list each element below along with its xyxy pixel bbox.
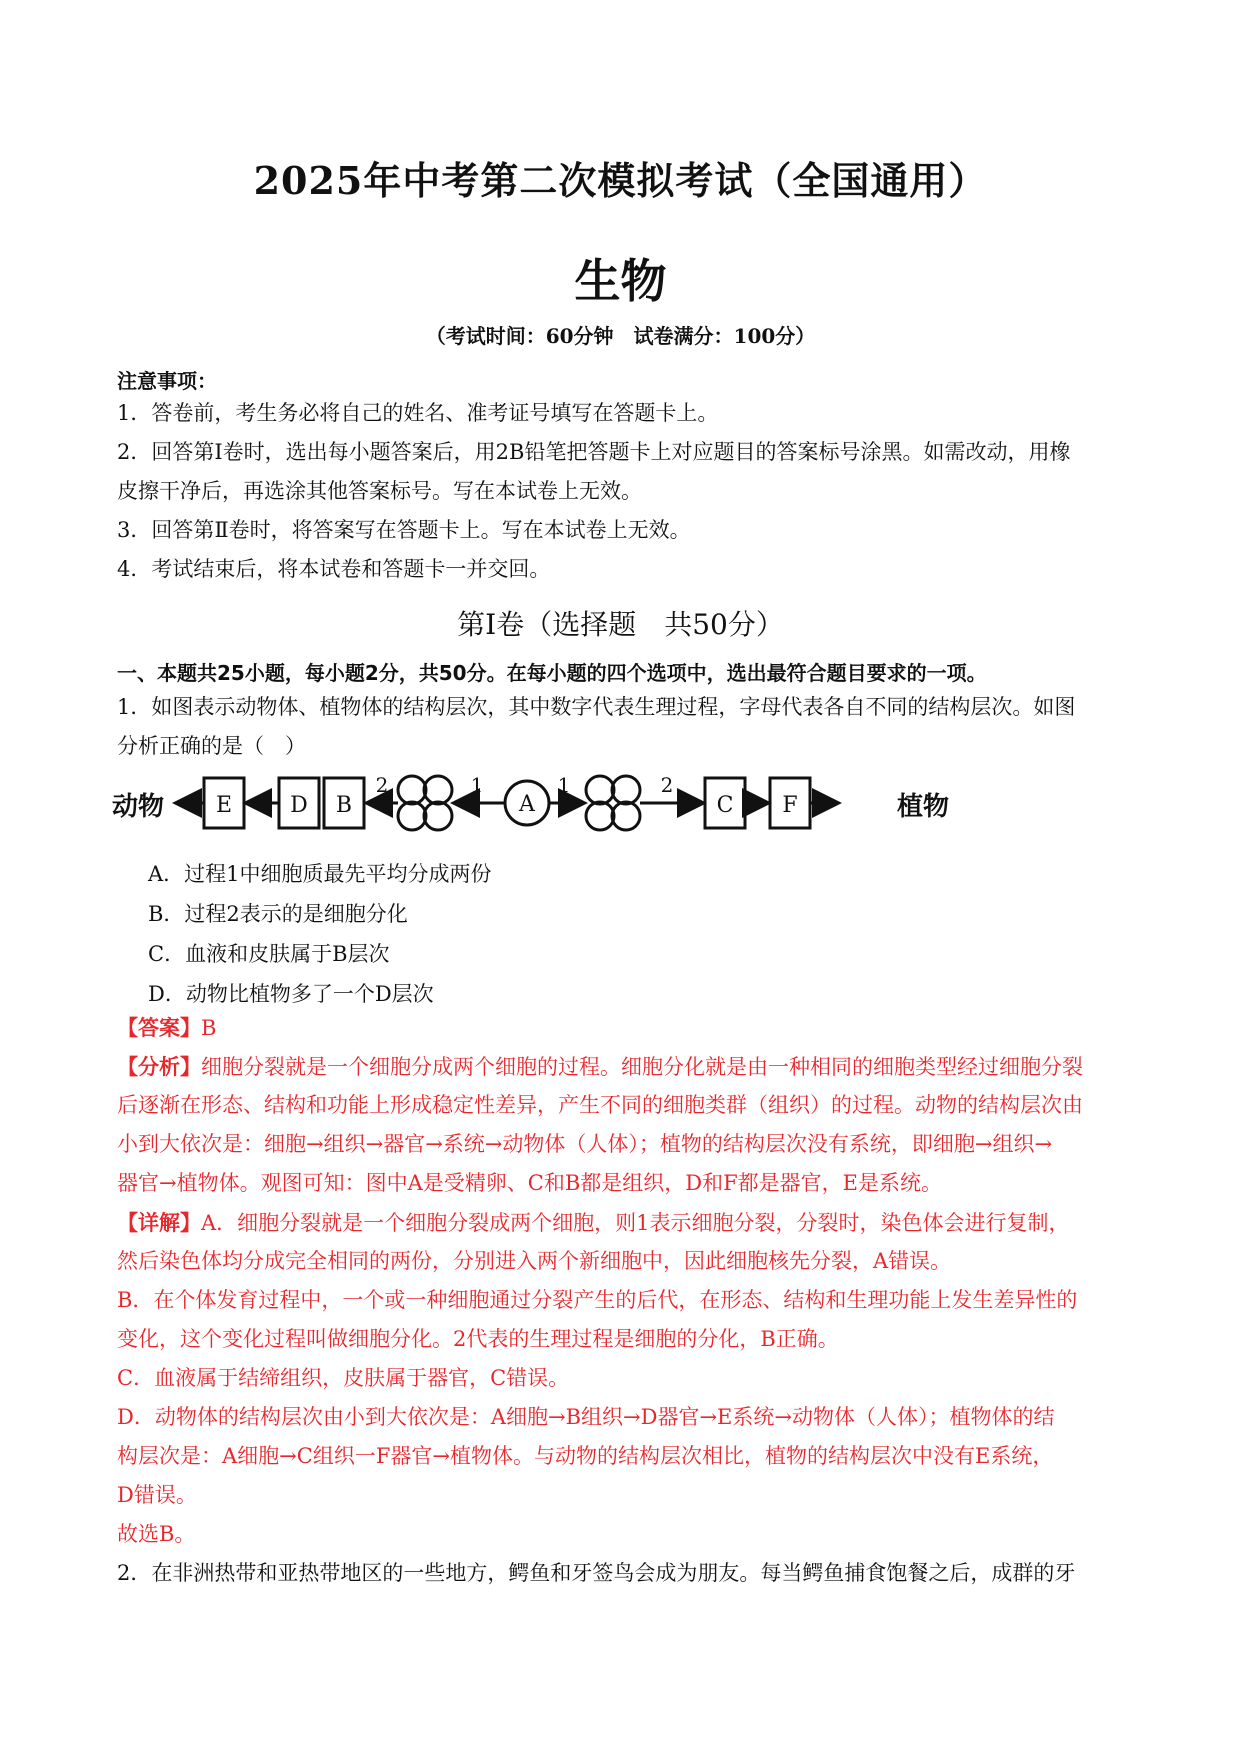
plant-label: 植物	[897, 792, 950, 822]
detail-line: 变化，这个变化过程叫做细胞分化。2代表的生理过程是细胞的分化，B正确。	[117, 1327, 839, 1351]
option-d: D．动物比植物多了一个D层次	[148, 982, 434, 1006]
process-label: 1	[470, 773, 484, 797]
question-stem: 分析正确的是（ ）	[117, 734, 306, 758]
analysis-line: 后逐渐在形态、结构和功能上形成稳定性差异，产生不同的细胞类群（组织）的过程。动物的结构层次由	[117, 1093, 1083, 1117]
answer-line	[117, 1017, 216, 1039]
note-line: 1．答卷前，考生务必将自己的姓名、准考证号填写在答题卡上。	[117, 401, 719, 425]
analysis-line	[117, 1056, 1083, 1078]
process-label: 2	[660, 773, 674, 797]
exam-info: （考试时间：60分钟 试卷满分：100分）	[425, 324, 816, 348]
process-label: 1	[557, 773, 571, 797]
detail-line: C．血液属于结缔组织，皮肤属于器官，C错误。	[117, 1366, 570, 1390]
detail-line: B．在个体发育过程中，一个或一种细胞通过分裂产生的后代，在形态、结构和生理功能上发生差异性的	[117, 1288, 1078, 1312]
answer-tag: 【答案】	[117, 1015, 201, 1040]
question2-stem: 2．在非洲热带和亚热带地区的一些地方，鳄鱼和牙签鸟会成为朋友。每当鳄鱼捕食饱餐之后，成群的牙	[117, 1561, 1076, 1585]
detail-line: D．动物体的结构层次由小到大依次是：A细胞→B组织→D器官→E系统→动物体（人体）；植物体的结	[117, 1405, 1055, 1429]
note-line: 皮擦干净后，再选涂其他答案标号。写在本试卷上无效。	[117, 479, 642, 503]
label-e: E	[215, 793, 233, 818]
conclusion-line: 故选B。	[117, 1522, 196, 1546]
section-instruction: 一、本题共25小题，每小题2分，共50分。在每小题的四个选项中，选出最符合题目要求的一项。	[117, 661, 987, 685]
detail-line: 然后染色体均分成完全相同的两份，分别进入两个新细胞中，因此细胞核先分裂，A错误。	[117, 1249, 952, 1273]
analysis-tag: 【分析】	[117, 1054, 201, 1079]
option-c: C．血液和皮肤属于B层次	[148, 942, 390, 966]
detail-line: 构层次是：A细胞→C组织一F器官→植物体。与动物的结构层次相比，植物的结构层次中没有E系统，	[117, 1444, 1054, 1468]
detail-line: D错误。	[117, 1483, 197, 1507]
note-line: 2．回答第Ⅰ卷时，选出每小题答案后，用2B铅笔把答题卡上对应题目的答案标号涂黑。如需改动，用橡	[117, 440, 1071, 464]
answer-value: B	[201, 1016, 217, 1040]
four-cells-left	[398, 776, 452, 830]
four-cells-right	[586, 776, 640, 830]
analysis-text: 细胞分裂就是一个细胞分成两个细胞的过程。细胞分化就是由一种相同的细胞类型经过细胞分裂	[201, 1055, 1083, 1079]
section-title: 第Ⅰ卷（选择题 共50分）	[457, 608, 784, 641]
animal-label: 动物	[112, 792, 165, 822]
label-c: C	[716, 793, 734, 818]
subject-title: 生物	[574, 254, 667, 308]
process-label: 2	[375, 773, 389, 797]
label-b: B	[335, 793, 353, 818]
detail-text: A．细胞分裂就是一个细胞分裂成两个细胞，则1表示细胞分裂，分裂时，染色体会进行复制，	[201, 1211, 1070, 1235]
detail-line	[117, 1212, 1070, 1234]
option-a: A．过程1中细胞质最先平均分成两份	[148, 862, 492, 886]
label-d: D	[290, 793, 308, 818]
question-stem: 1．如图表示动物体、植物体的结构层次，其中数字代表生理过程，字母代表各自不同的结构层次。如图	[117, 695, 1076, 719]
note-line: 3．回答第Ⅱ卷时，将答案写在答题卡上。写在本试卷上无效。	[117, 518, 691, 542]
exam-title: 2025年中考第二次模拟考试（全国通用）	[253, 158, 988, 203]
analysis-line: 器官→植物体。观图可知：图中A是受精卵、C和B都是组织，D和F都是器官，E是系统。	[117, 1171, 942, 1195]
note-line: 4．考试结束后，将本试卷和答题卡一并交回。	[117, 557, 551, 581]
structure-level-diagram	[112, 770, 972, 840]
notes-heading: 注意事项：	[117, 369, 217, 393]
detail-tag: 【详解】	[117, 1210, 201, 1235]
analysis-line: 小到大依次是：细胞→组织→器官→系统→动物体（人体）；植物的结构层次没有系统，即细胞→组织→	[117, 1132, 1053, 1156]
label-a: A	[519, 792, 535, 817]
label-f: F	[782, 793, 798, 818]
option-b: B．过程2表示的是细胞分化	[148, 902, 408, 926]
